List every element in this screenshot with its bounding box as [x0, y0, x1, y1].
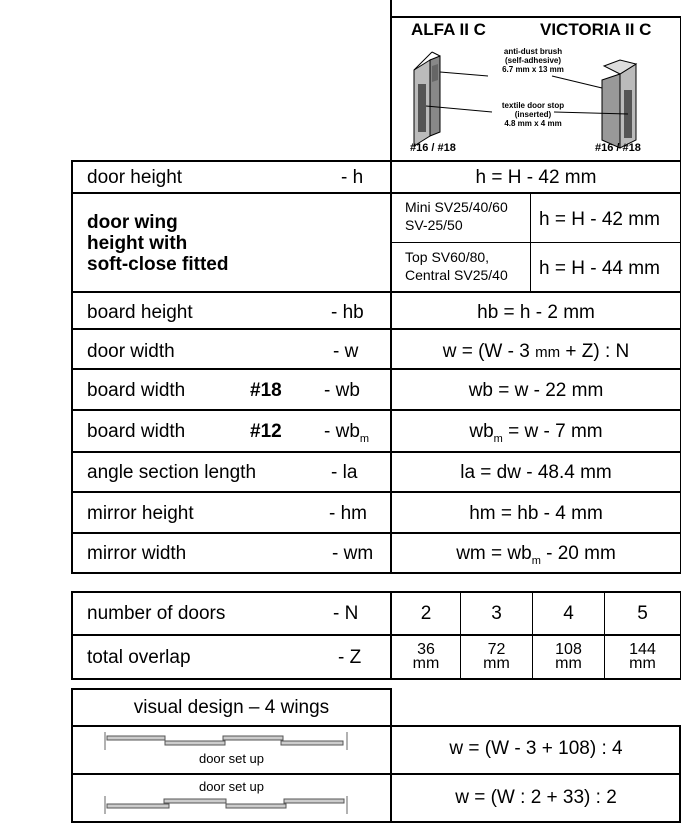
door-panel [164, 799, 226, 803]
setup-diagram-1 [104, 730, 348, 752]
overlap-cell [461, 643, 532, 671]
runner-b-line-1: Top SV60/80, [405, 249, 490, 265]
board-code-left: #16 / #18 [410, 142, 456, 154]
code-board-width-18: #18 [250, 380, 282, 401]
setup-label-2: door set up [198, 779, 265, 794]
formula-wing-a: h = H - 42 mm [539, 209, 660, 230]
door-count-cell: 2 [420, 603, 432, 624]
door-panel [107, 736, 165, 740]
label-door-wing-height [87, 212, 228, 275]
code-board-width-12: #12 [250, 421, 282, 442]
door-width-formula-unit: mm [535, 344, 561, 361]
label-door-width: door width [87, 341, 175, 362]
formula-door-height: h = H - 42 mm [475, 167, 597, 188]
formula-board-height: hb = h - 2 mm [477, 302, 595, 323]
overlap-cell [605, 643, 680, 671]
overlap-value: 36 [417, 641, 435, 658]
board-code-right: #16 / #18 [595, 142, 641, 154]
door-width-formula-start: w = (W - 3 [442, 341, 536, 362]
wing-label-line-2: height with [87, 233, 188, 254]
board-width-12-formula-start: wb [469, 421, 494, 442]
overlap-value: 108 [555, 641, 582, 658]
label-number-of-doors: number of doors [87, 603, 226, 624]
door-panel [107, 804, 169, 808]
stop-line-2: (inserted) [514, 110, 552, 119]
overlap-cell [392, 643, 460, 671]
runner-a-line-2: SV-25/50 [405, 217, 463, 233]
label-mirror-height: mirror height [87, 503, 194, 524]
brush-annotation [478, 47, 588, 74]
symbol-board-width-12-base: - wb [324, 421, 360, 442]
door-stop-annotation [478, 101, 588, 128]
overlap-unit: mm [629, 655, 656, 672]
mirror-width-formula-end: - 20 mm [540, 543, 616, 564]
overlap-value: 72 [487, 641, 506, 658]
wing-label-line-1: door wing [87, 212, 178, 233]
door-panel [281, 741, 343, 745]
symbol-number-of-doors: - N [333, 603, 359, 624]
runner-type-b [405, 248, 508, 284]
door-count-cell: 3 [491, 603, 502, 624]
brush-line-1: anti-dust brush [503, 47, 563, 56]
formula-setup-1: w = (W - 3 + 108) : 4 [449, 738, 623, 759]
runner-a-line-1: Mini SV25/40/60 [405, 199, 508, 215]
door-panel [226, 804, 286, 808]
door-count-cell: 5 [637, 603, 648, 624]
runner-b-line-2: Central SV25/40 [405, 267, 508, 283]
symbol-door-height: - h [341, 167, 364, 188]
mirror-width-formula-start: wm = wb [456, 543, 532, 564]
label-board-width-18: board width [87, 380, 186, 401]
symbol-board-width-12 [324, 421, 369, 445]
board-width-12-formula-end: = w - 7 mm [502, 421, 603, 442]
formula-board-width-12 [392, 421, 680, 445]
formula-board-width-18: wb = w - 22 mm [468, 380, 604, 401]
symbol-board-width-18: - wb [324, 380, 360, 401]
product-name-victoria: VICTORIA II C [540, 20, 652, 39]
formula-angle-section-length: la = dw - 48.4 mm [460, 462, 612, 483]
door-panel [223, 736, 283, 740]
door-width-formula-end: + Z) : N [560, 341, 630, 362]
door-panel [284, 799, 344, 803]
label-door-height: door height [87, 167, 183, 188]
formula-wing-b: h = H - 44 mm [539, 258, 660, 279]
setup-diagram-2 [104, 794, 348, 816]
product-name-alfa: ALFA II C [411, 20, 486, 39]
formula-setup-2: w = (W : 2 + 33) : 2 [455, 787, 617, 808]
board-width-12-formula-sub: m [493, 432, 503, 445]
overlap-unit: mm [483, 655, 510, 672]
symbol-total-overlap: - Z [338, 647, 362, 668]
left-profile-drawing [414, 52, 440, 146]
stop-line-1: textile door stop [501, 101, 565, 110]
label-angle-section-length: angle section length [87, 462, 257, 483]
brush-line-2: (self-adhesive) [504, 56, 562, 65]
formula-mirror-width [392, 543, 680, 567]
runner-type-a [405, 198, 508, 234]
formula-door-width [392, 341, 680, 363]
symbol-board-height: - hb [331, 302, 364, 323]
formula-mirror-height: hm = hb - 4 mm [469, 503, 603, 524]
overlap-unit: mm [555, 655, 582, 672]
label-board-width-12: board width [87, 421, 186, 442]
symbol-board-width-12-sub: m [359, 432, 370, 445]
brush-line-3: 6.7 mm x 13 mm [502, 65, 564, 74]
label-board-height: board height [87, 302, 193, 323]
symbol-mirror-height: - hm [329, 503, 367, 524]
symbol-angle-section-length: - la [331, 462, 358, 483]
overlap-cell [533, 643, 604, 671]
mirror-width-formula-sub: m [531, 554, 541, 567]
right-profile-drawing [602, 60, 636, 148]
visual-design-title: visual design – 4 wings [133, 697, 330, 718]
door-count-cell: 4 [563, 603, 574, 624]
overlap-value: 144 [629, 641, 656, 658]
label-total-overlap: total overlap [87, 647, 191, 668]
setup-label-1: door set up [198, 751, 265, 766]
door-panel [165, 741, 225, 745]
symbol-door-width: - w [333, 341, 359, 362]
stop-line-3: 4.8 mm x 4 mm [504, 119, 562, 128]
overlap-unit: mm [412, 655, 440, 672]
symbol-mirror-width: - wm [332, 543, 374, 564]
wing-label-line-3: soft-close fitted [87, 254, 229, 275]
label-mirror-width: mirror width [87, 543, 187, 564]
